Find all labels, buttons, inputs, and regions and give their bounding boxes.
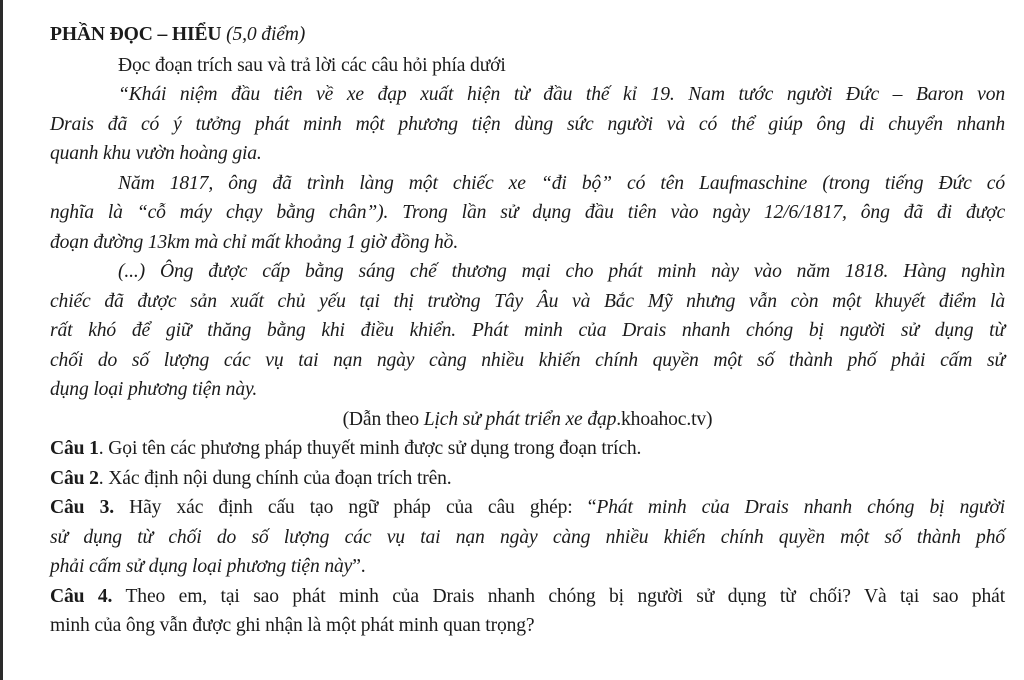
question-2-label: Câu 2 xyxy=(50,467,99,489)
passage-p3-line3: rất khó để giữ thăng bằng khi điều khiển. Phát minh của Drais nhanh chóng bị người sử dụng từ xyxy=(50,320,1005,341)
question-4-line1 xyxy=(50,582,1005,612)
passage-p1-line3: quanh khu vườn hoàng gia. xyxy=(50,143,262,164)
section-heading-line xyxy=(50,20,1005,50)
section-points: (5,0 điểm) xyxy=(226,24,306,45)
question-2-text: . Xác định nội dung chính của đoạn trích trên. xyxy=(98,467,452,489)
passage-p3-line1: (...) Ông được cấp bằng sáng chế thương mại cho phát minh này vào năm 1818. Hàng nghìn xyxy=(118,261,1005,282)
page-left-border xyxy=(0,0,3,680)
question-4-text-part1: Theo em, tại sao phát minh của Drais nhanh chóng bị người sử dụng từ chối? Và tại sao phát xyxy=(112,585,1005,607)
document-page xyxy=(50,20,1005,641)
question-4-text-part2: minh của ông vẫn được ghi nhận là một phát minh quan trọng? xyxy=(50,615,535,636)
question-3-line3 xyxy=(50,552,1005,582)
instruction-text: Đọc đoạn trích sau và trả lời các câu hỏi phía dưới xyxy=(118,54,506,76)
question-3-outro: ”. xyxy=(352,556,366,577)
passage-p3-line4: chối do số lượng các vụ tai nạn ngày càng nhiều khiến chính quyền một số thành phố phải cấm sử xyxy=(50,349,1005,371)
question-3-label: Câu 3. xyxy=(50,497,114,518)
passage-p2-line3: đoạn đường 13km mà chỉ mất khoảng 1 giờ đồng hồ. xyxy=(50,231,459,253)
question-3-line1 xyxy=(50,493,1005,523)
source-title: Lịch sử phát triển xe đạp xyxy=(423,408,617,430)
passage-source xyxy=(50,405,1005,435)
question-1-text: . Gọi tên các phương pháp thuyết minh được sử dụng trong đoạn trích. xyxy=(98,438,642,459)
passage-p2-line2: nghĩa là “cỗ máy chạy bằng chân”). Trong lần sử dụng đầu tiên vào ngày 12/6/1817, ông đã đi được xyxy=(50,202,1005,223)
question-3-quote-part2: sử dụng từ chối do số lượng các vụ tai nạn ngày càng nhiều khiến chính quyền một số thành phố xyxy=(50,526,1005,548)
question-1-label: Câu 1 xyxy=(50,438,99,459)
passage-p2-line1: Năm 1817, ông đã trình làng một chiếc xe “đi bộ” có tên Laufmaschine (trong tiếng Đức có xyxy=(118,172,1005,194)
source-close: ) xyxy=(706,408,713,430)
question-4-label: Câu 4. xyxy=(50,585,113,607)
question-1 xyxy=(50,434,1005,464)
section-heading: PHẦN ĐỌC – HIỂU xyxy=(50,24,222,45)
question-3-quote-part3: phải cấm sử dụng loại phương tiện này xyxy=(50,556,353,577)
passage xyxy=(50,80,1005,405)
passage-p1-line2: Drais đã có ý tưởng phát minh một phương tiện dùng sức người và có thể giúp ông di chuyển nhanh xyxy=(50,113,1005,135)
question-3-intro: Hãy xác định cấu tạo ngữ pháp của câu ghép: “ xyxy=(113,497,597,518)
passage-p3-line2: chiếc đã được sản xuất chủ yếu tại thị trường Tây Âu và Bắc Mỹ nhưng vẫn còn một khuyết điểm là xyxy=(50,290,1005,312)
passage-p1-line1: “Khái niệm đầu tiên về xe đạp xuất hiện từ đầu thế kỉ 19. Nam tước người Đức – Baron von xyxy=(118,84,1005,105)
source-site: .khoahoc.tv xyxy=(616,408,707,430)
passage-p3-line5: dụng loại phương tiện này. xyxy=(50,379,258,400)
question-2 xyxy=(50,464,1005,494)
source-open: (Dẫn theo xyxy=(342,408,424,430)
question-3-quote-part1: Phát minh của Drais nhanh chóng bị người xyxy=(596,497,1005,518)
